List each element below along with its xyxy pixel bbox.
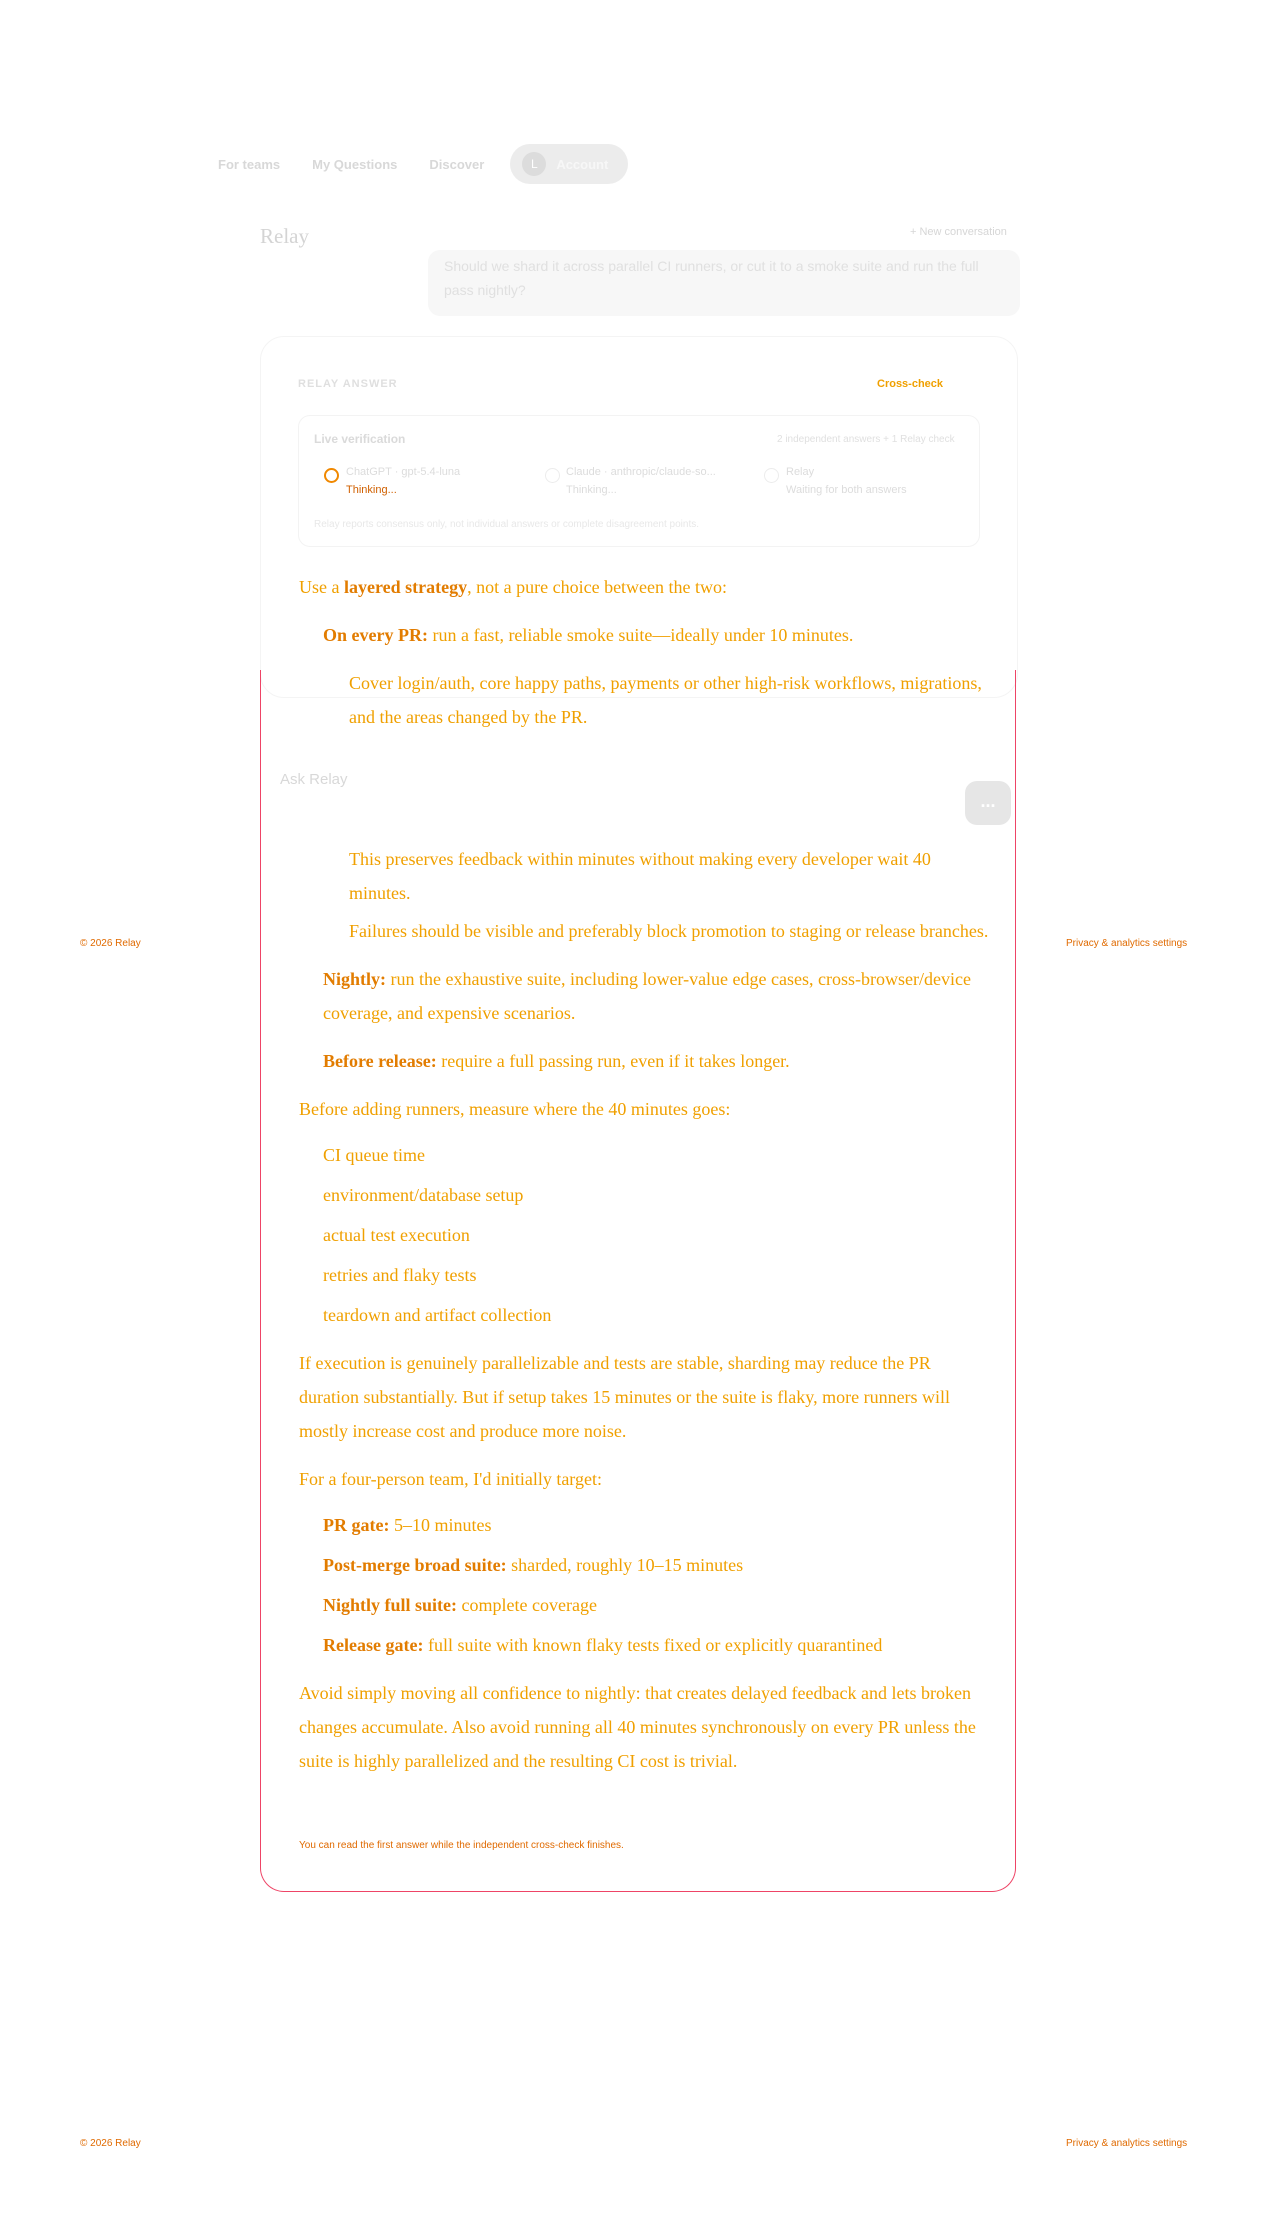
list-item: Cover login/auth, core happy paths, payments or other high-risk workflows, migrations, and the areas changed by the PR. <box>349 673 982 727</box>
list-item: Post-merge broad suite: sharded, roughly 10–15 minutes <box>323 1555 744 1575</box>
chatgpt-icon <box>324 468 339 483</box>
verification-note: Relay reports consensus only, not individual answers or complete disagreement points. <box>314 519 700 530</box>
verification-title: Live verification <box>314 432 406 446</box>
list-item: Release gate: full suite with known flaky tests fixed or explicitly quarantined <box>323 1635 883 1655</box>
nav-my-questions[interactable]: My Questions <box>312 156 398 172</box>
account-button[interactable] <box>510 144 628 184</box>
list-item: On every PR: run a fast, reliable smoke suite—ideally under 10 minutes. <box>323 625 854 645</box>
parallel-paragraph: If execution is genuinely parallelizable and tests are stable, sharding may reduce the PR duration substantially. But if setup takes 15 minutes or the suite is flaky, more runners will mostly increase cost and produce more noise. <box>299 1353 951 1441</box>
target-intro: For a four-person team, I'd initially target: <box>299 1469 602 1489</box>
account-label: Account <box>556 156 609 172</box>
claude-icon <box>545 468 560 483</box>
footer-privacy-link-bottom[interactable]: Privacy & analytics settings <box>1066 2138 1188 2149</box>
cross-check-footnote: You can read the first answer while the independent cross-check finishes. <box>299 1840 624 1851</box>
list-item: PR gate: 5–10 minutes <box>323 1515 492 1535</box>
answer-body <box>299 570 989 1778</box>
model-name: ChatGPT · gpt-5.4-luna <box>346 466 461 478</box>
model-name: Claude · anthropic/claude-so... <box>566 466 716 478</box>
list-item: Failures should be visible and preferably block promotion to staging or release branches. <box>349 921 989 941</box>
nav-for-teams[interactable]: For teams <box>218 156 281 172</box>
model-status: Thinking... <box>346 484 397 496</box>
footer-privacy-link[interactable]: Privacy & analytics settings <box>1066 938 1188 949</box>
model-chatgpt <box>346 466 486 496</box>
ask-box[interactable] <box>262 760 1012 826</box>
list-item: retries and flaky tests <box>323 1265 477 1285</box>
list-item: actual test execution <box>323 1225 470 1245</box>
model-relay <box>786 466 956 496</box>
list-item: environment/database setup <box>323 1185 524 1205</box>
relay-answer-label: RELAY ANSWER <box>298 378 398 390</box>
answer-intro: Use a layered strategy, not a pure choice between the two: <box>299 577 728 597</box>
list-item: teardown and artifact collection <box>323 1305 552 1325</box>
ask-input[interactable]: Ask Relay <box>280 771 348 788</box>
list-item: This preserves feedback within minutes without making every developer wait 40 minutes. <box>349 849 931 903</box>
list-item: Nightly: run the exhaustive suite, including lower-value edge cases, cross-browser/device coverage, and expensive scenarios. <box>323 969 971 1023</box>
top-nav <box>206 144 628 184</box>
brand-title: Relay <box>260 224 309 248</box>
model-name: Relay <box>786 466 815 478</box>
measure-intro: Before adding runners, measure where the 40 minutes goes: <box>299 1099 731 1119</box>
verification-meta: 2 independent answers + 1 Relay check <box>777 434 955 445</box>
nav-discover[interactable]: Discover <box>429 156 485 172</box>
cross-check-badge[interactable]: Cross-check <box>877 378 944 390</box>
list-item: CI queue time <box>323 1145 425 1165</box>
list-item: Before release: require a full passing run, even if it takes longer. <box>323 1051 790 1071</box>
avatar: L <box>522 152 546 176</box>
model-status: Waiting for both answers <box>786 484 907 496</box>
new-conversation-button[interactable]: + New conversation <box>910 226 1007 238</box>
model-claude <box>566 466 736 496</box>
send-button[interactable]: ... <box>965 781 1011 825</box>
closing-paragraph: Avoid simply moving all confidence to nightly: that creates delayed feedback and lets broken changes accumulate. Also avoid running all 40 minutes synchronously on every PR unless the suite is highly parallelized and the resulting CI cost is trivial. <box>299 1683 976 1771</box>
footer-copyright: © 2026 Relay <box>80 938 141 949</box>
footer-copyright-bottom: © 2026 Relay <box>80 2138 141 2149</box>
relay-icon <box>764 468 779 483</box>
model-status: Thinking... <box>566 484 617 496</box>
user-message: Should we shard it across parallel CI runners, or cut it to a smoke suite and run the full pass nightly? <box>428 250 1020 316</box>
list-item: Nightly full suite: complete coverage <box>323 1595 597 1615</box>
